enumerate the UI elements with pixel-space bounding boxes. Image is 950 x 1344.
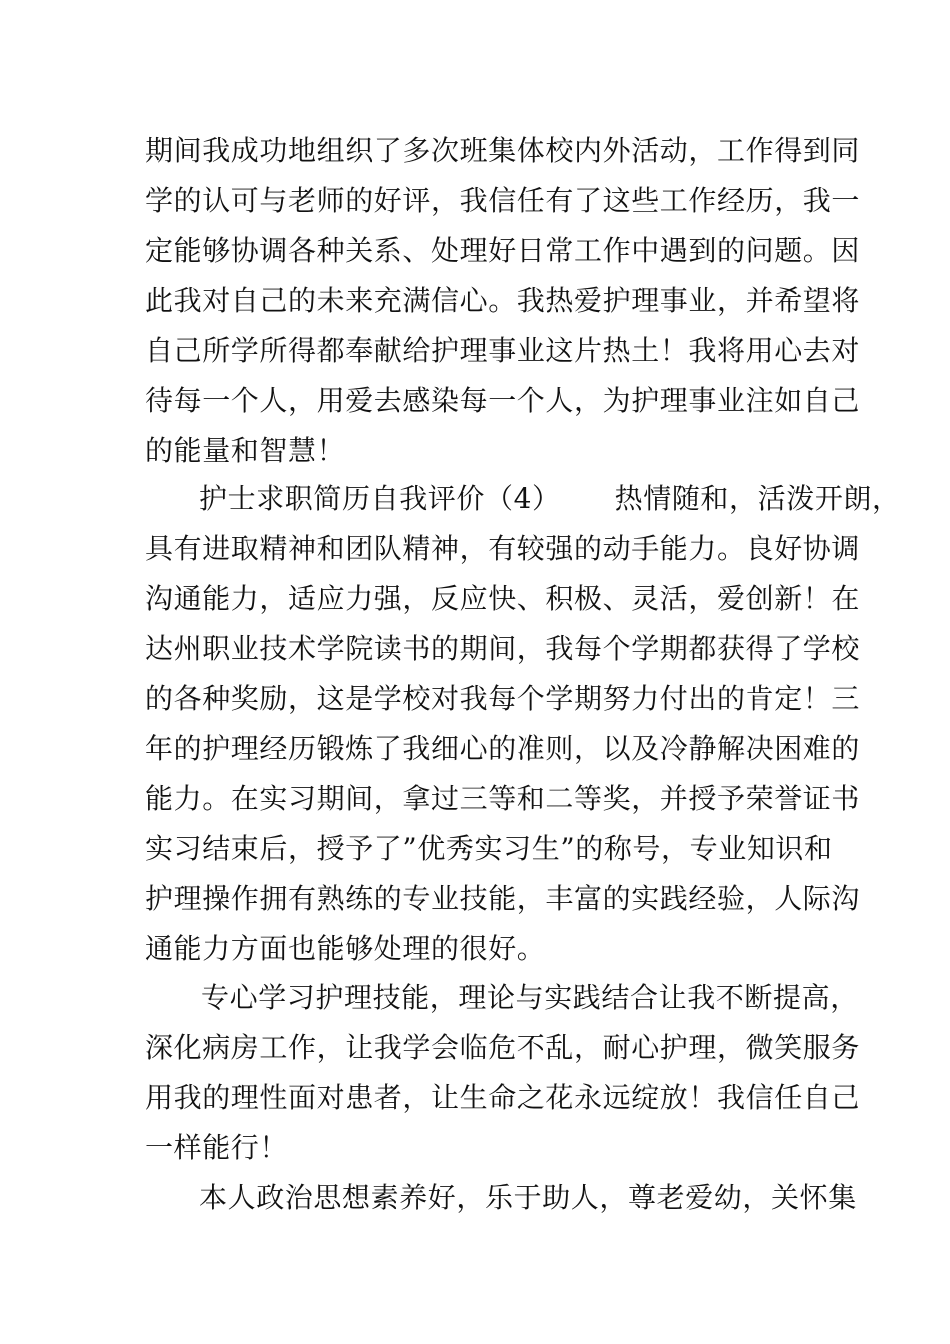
text-line: 通能力方面也能够处理的很好。 xyxy=(145,932,546,965)
text-line: 年的护理经历锻炼了我细心的准则，以及冷静解决困难的 xyxy=(145,732,861,765)
text-line: 一样能行！ xyxy=(145,1131,289,1164)
section-heading-line xyxy=(199,481,899,517)
text-line: 期间我成功地组织了多次班集体校内外活动，工作得到同 xyxy=(145,134,861,167)
text-line: 实习结束后，授予了”优秀实习生”的称号，专业知识和 xyxy=(145,832,833,865)
text-line: 沟通能力，适应力强，反应快、积极、灵活，爱创新！在 xyxy=(145,582,861,615)
text-line: 本人政治思想素养好，乐于助人，尊老爱幼，关怀集 xyxy=(199,1181,857,1214)
text-line: 护理操作拥有熟练的专业技能，丰富的实践经验，人际沟 xyxy=(145,882,861,915)
text-line: 待每一个人，用爱去感染每一个人，为护理事业注如自己 xyxy=(145,384,861,417)
section-heading: 护士求职简历自我评价（4） xyxy=(199,482,561,515)
text-line: 达州职业技术学院读书的期间，我每个学期都获得了学校 xyxy=(145,632,861,665)
text-line: 定能够协调各种关系、处理好日常工作中遇到的问题。因 xyxy=(145,234,861,267)
text-line: 专心学习护理技能，理论与实践结合让我不断提高， xyxy=(201,981,859,1014)
text-line: 热情随和，活泼开朗， xyxy=(614,482,901,515)
text-line: 此我对自己的未来充满信心。我热爱护理事业，并希望将 xyxy=(145,284,861,317)
text-line: 具有进取精神和团队精神，有较强的动手能力。良好协调 xyxy=(145,532,861,565)
text-line: 学的认可与老师的好评，我信任有了这些工作经历，我一 xyxy=(145,184,861,217)
text-line: 能力。在实习期间，拿过三等和二等奖，并授予荣誉证书 xyxy=(145,782,861,815)
text-line: 自己所学所得都奉献给护理事业这片热土！我将用心去对 xyxy=(145,334,861,367)
text-line: 的各种奖励，这是学校对我每个学期努力付出的肯定！三 xyxy=(145,682,861,715)
text-line: 的能量和智慧！ xyxy=(145,434,346,467)
text-line: 深化病房工作，让我学会临危不乱，耐心护理，微笑服务 xyxy=(145,1031,861,1064)
text-line: 用我的理性面对患者，让生命之花永远绽放！我信任自己 xyxy=(145,1081,861,1114)
